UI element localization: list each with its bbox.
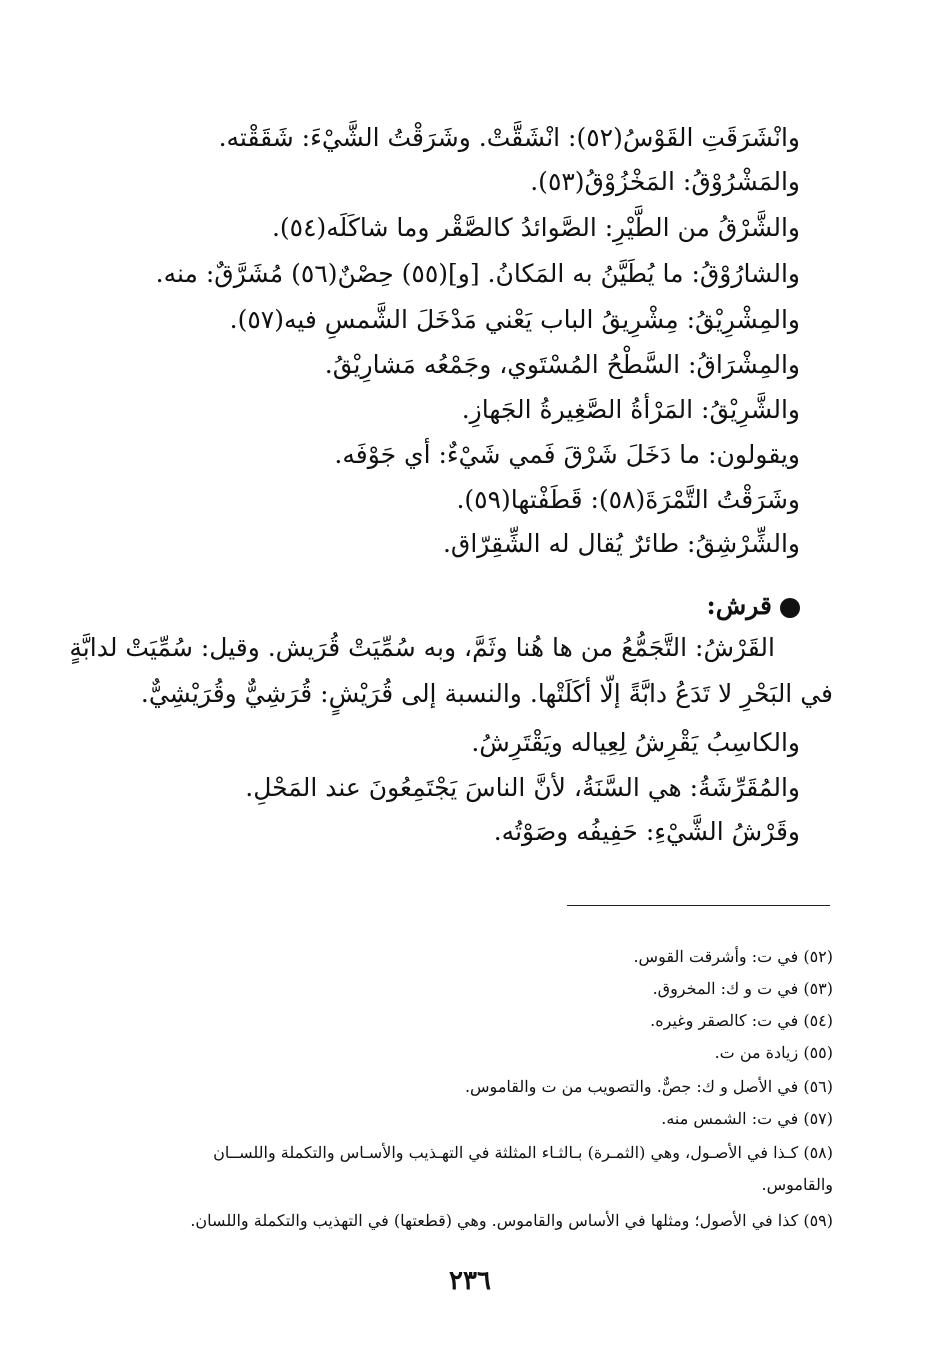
entry-line: والشَّرِيْقُ: المَرْأةُ الصَّغِيرةُ الجَهازِ.: [461, 395, 800, 424]
entry-line: والمُقَرِّشَةُ: هي السَّنَةُ، لأنَّ الناسَ يَجْتَمِعُونَ عند المَحْلِ.: [245, 773, 800, 802]
footnote: (٥٣) في ت و ك: المخروق.: [652, 979, 833, 998]
entry-line: وانْشَرَقَتِ القَوْسُ(٥٢): انْشَقَّتْ. وشَرَقْتُ الشَّيْءَ: شَقَقْته.: [218, 123, 800, 152]
entry-line: والمَشْرُوْقُ: المَخْزُوْقُ(٥٣).: [530, 167, 800, 196]
entry-line: وشَرَقْتُ التَّمْرَةَ(٥٨): قَطَفْتها(٥٩).: [456, 485, 800, 514]
footnote: (٥٤) في ت: كالصقر وغيره.: [650, 1011, 833, 1030]
entry-line: والكاسِبُ يَقْرِشُ لِعِياله ويَقْتَرِشُ.: [471, 728, 800, 757]
section-heading-text: قرش:: [706, 591, 772, 620]
footnote: (٥٧) في ت: الشمس منه.: [661, 1109, 833, 1128]
page-number: ٢٣٦: [449, 1266, 491, 1296]
footnote: (٥٩) كذا في الأصول؛ ومثلها في الأساس والقاموس. وهي (قطعتها) في التهذيب والتكملة واللسان.: [190, 1211, 833, 1230]
entry-line: والشَّرْقُ من الطَّيْرِ: الصَّوائدُ كالصَّقْر وما شاكَلَه(٥٤).: [271, 213, 800, 242]
entry-line: ويقولون: ما دَخَلَ شَرْقَ فَمي شَيْءٌ: أي جَوْفَه.: [334, 440, 800, 469]
entry-line: وقَرْشُ الشَّيْءِ: حَفِيفُه وصَوْتُه.: [493, 817, 800, 846]
footnote-separator: [567, 905, 830, 906]
entry-line: والمِشْرِيْقُ: مِشْرِيقُ الباب يَعْني مَدْخَلَ الشَّمسِ فيه(٥٧).: [229, 305, 800, 334]
entry-line: والشارُوْقُ: ما يُطَيَّنُ به المَكانُ. [و](٥٥) حِصْنٌ(٥٦) مُشَرَّقٌ: منه.: [155, 259, 800, 288]
footnote: (٥٢) في ت: وأشرقت القوس.: [633, 947, 833, 966]
entry-line: والمِشْرَاقُ: السَّطْحُ المُسْتَوي، وجَمْعُه مَشارِيْقُ.: [324, 350, 800, 379]
footnote: (٥٨) كـذا في الأصـول، وهي (الثمـرة) بـالثـاء المثلثة في التهـذيب والأسـاس والتكملة واللســان: [213, 1143, 833, 1162]
bullet-icon: [780, 598, 800, 618]
footnote: (٥٦) في الأصل و ك: جصٌّ. والتصويب من ت والقاموس.: [464, 1077, 833, 1096]
footnote: (٥٥) زيادة من ت.: [714, 1043, 833, 1062]
entry-line: في البَحْرِ لا تَدَعُ دابَّةً إلّا أكَلَتْها. والنسبة إلى قُرَيْشٍ: قُرَشِيٌّ وقُرَيْشِيٌّ.: [140, 679, 833, 708]
entry-line: والشِّرْشِقُ: طائرٌ يُقال له الشِّقِرّاق.: [442, 529, 800, 558]
section-heading: [0, 586, 940, 626]
footnote: والقاموس.: [761, 1175, 833, 1194]
entry-line: القَرْشُ: التَّجَمُّعُ من ها هُنا وثَمَّ، وبه سُمِّيَتْ قُرَيش. وقيل: سُمِّيَتْ لدابَّةٍ: [69, 633, 775, 662]
